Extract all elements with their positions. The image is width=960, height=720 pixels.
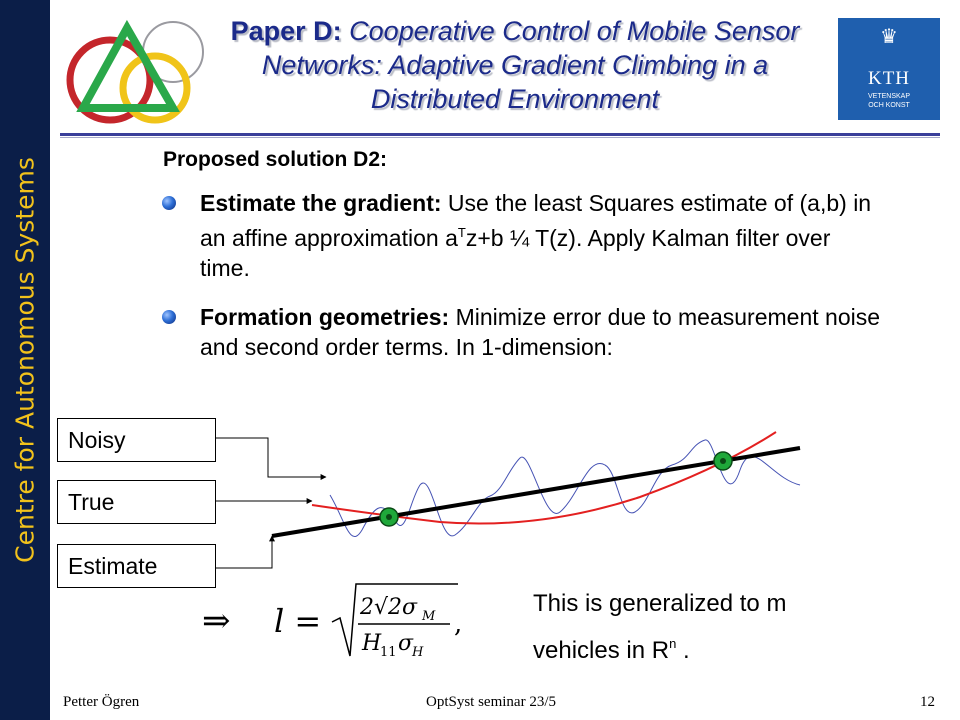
formula-den-sub2: H xyxy=(412,645,424,660)
formula-num-sub: M xyxy=(422,609,436,624)
estimate-arrow xyxy=(216,536,272,568)
footer-page-number: 12 xyxy=(920,694,935,710)
section-heading: Proposed solution D2: xyxy=(163,148,388,171)
formula-numerator: 2√2σ xyxy=(360,595,418,620)
kth-subtitle-line2: OCH KONST xyxy=(868,102,910,109)
footer-author: Petter Ögren xyxy=(63,694,140,710)
vehicle-right-inner xyxy=(720,458,726,464)
bullet-text: Minimize error due to measurement noise and second order terms. In 1-dimension: xyxy=(200,304,881,360)
sidebar-title: Centre for Autonomous Systems xyxy=(10,157,40,563)
transpose-superscript: T xyxy=(457,225,466,240)
implies-symbol: ⇒ xyxy=(202,601,231,641)
formula-den-sub1: 11 xyxy=(380,645,397,660)
formula-svg xyxy=(200,578,500,664)
footer-seminar: OptSyst seminar 23/5 xyxy=(426,694,556,710)
formula-comma: , xyxy=(454,609,463,639)
noisy-label: Noisy xyxy=(57,418,216,462)
rn-superscript: n xyxy=(669,636,677,651)
formula xyxy=(200,578,500,668)
bullet-lead: Formation geometries: xyxy=(200,304,450,330)
bullet-lead: Estimate the gradient: xyxy=(200,190,442,216)
vehicle-left-inner xyxy=(386,514,392,520)
formula-den-sigma: σ xyxy=(398,631,414,656)
title-text: Cooperative Control of Mobile Sensor Networks: Adaptive Gradient Climbing in a Distributed Environment xyxy=(261,16,800,114)
generalization-note xyxy=(533,584,786,671)
title-prefix: Paper D: xyxy=(230,16,342,46)
generalized-end: . xyxy=(676,637,690,664)
bullet-text-cont: z+b ¼ T(z). Apply Kalman filter over time. xyxy=(200,225,831,281)
true-label: True xyxy=(57,480,216,524)
kth-subtitle-line1: VETENSKAP xyxy=(867,93,910,100)
generalized-line2: vehicles in R xyxy=(533,637,670,664)
generalized-line1: This is generalized to m xyxy=(533,590,787,617)
bullet-text: Use the least Squares estimate of (a,b) in an affine approximation a xyxy=(200,190,872,251)
formula-lhs: l = xyxy=(274,602,322,640)
kth-logo-text: KTH xyxy=(867,68,911,89)
formula-denominator: H xyxy=(362,631,382,656)
true-curve xyxy=(312,432,776,524)
estimate-label: Estimate xyxy=(57,544,216,588)
noisy-arrow xyxy=(216,438,326,477)
crown-icon: ♛ xyxy=(880,26,898,48)
